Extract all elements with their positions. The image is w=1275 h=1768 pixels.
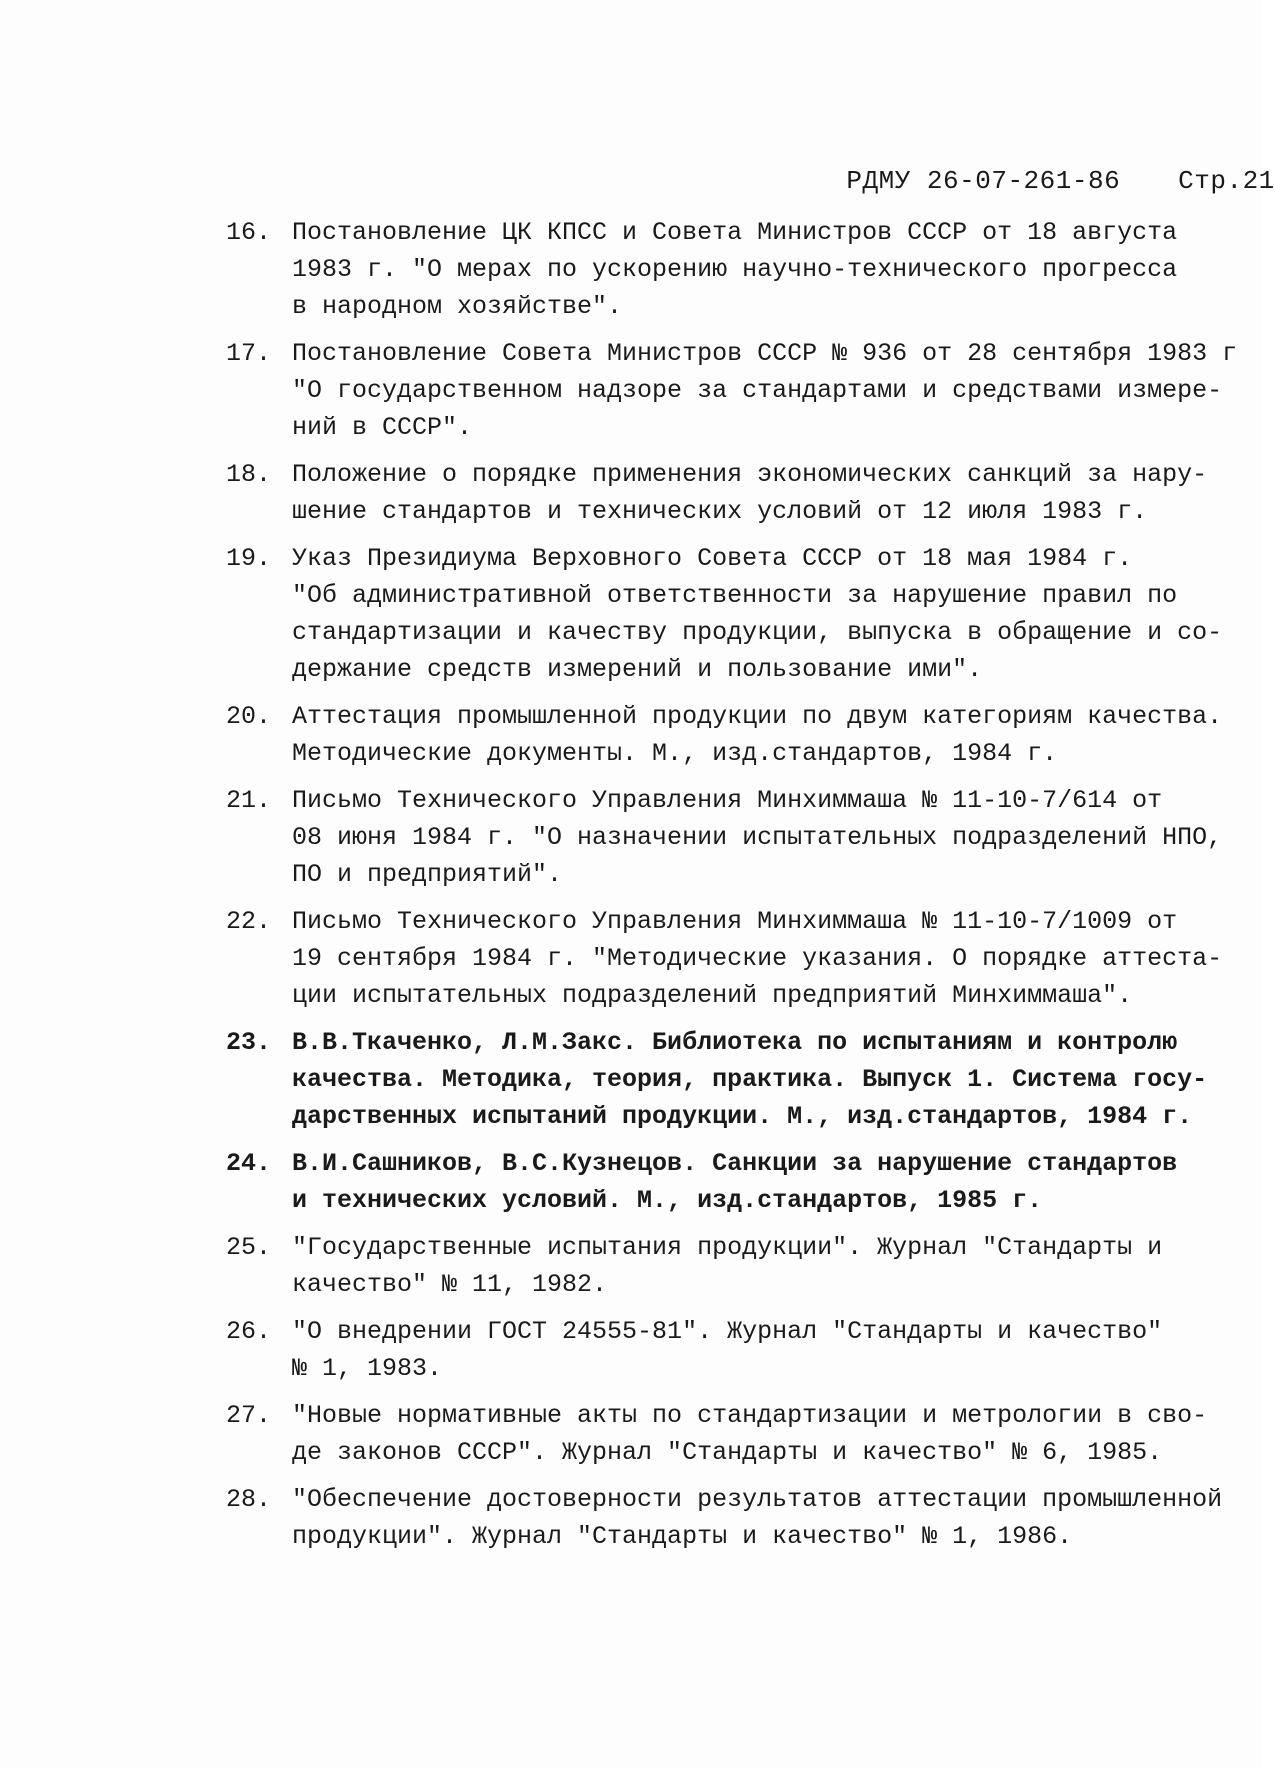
reference-line: стандартизации и качеству продукции, выпуска в обращение и со-	[292, 618, 1223, 647]
reference-number: 19.	[226, 544, 272, 573]
reference-line: Указ Президиума Верховного Совета СССР от 18 мая 1984 г.	[292, 544, 1133, 573]
reference-text	[292, 214, 1177, 325]
document-code: РДМУ 26-07-261-86	[846, 166, 1121, 196]
reference-line: продукции". Журнал "Стандарты и качество" № 1, 1986.	[292, 1522, 1073, 1551]
reference-item	[226, 1229, 1256, 1303]
reference-line: "Обеспечение достоверности результатов аттестации промышленной	[292, 1485, 1223, 1514]
reference-item	[226, 1145, 1256, 1219]
reference-line: ции испытательных подразделений предприятий Минхиммаша".	[292, 981, 1133, 1010]
reference-item	[226, 782, 1256, 893]
reference-line: Письмо Технического Управления Минхиммаша № 11-10-7/1009 от	[292, 907, 1178, 936]
reference-number: 24.	[226, 1149, 272, 1178]
page-number: Стр.21	[1178, 166, 1275, 196]
reference-line: "О государственном надзоре за стандартами и средствами измере-	[292, 376, 1223, 405]
reference-line: и технических условий. М., изд.стандартов, 1985 г.	[292, 1186, 1043, 1215]
reference-number: 21.	[226, 786, 272, 815]
reference-line: "Об административной ответственности за нарушение правил по	[292, 581, 1178, 610]
reference-number: 16.	[226, 218, 272, 247]
reference-line: В.И.Сашников, В.С.Кузнецов. Санкции за нарушение стандартов	[292, 1149, 1178, 1178]
reference-item	[226, 1313, 1256, 1387]
reference-item	[226, 1024, 1256, 1135]
reference-line: дарственных испытаний продукции. М., изд.стандартов, 1984 г.	[292, 1102, 1193, 1131]
reference-item	[226, 1397, 1256, 1471]
reference-number: 20.	[226, 702, 272, 731]
page-header	[782, 136, 1275, 226]
reference-text	[292, 782, 1222, 893]
reference-item	[226, 540, 1256, 688]
reference-line: качество" № 11, 1982.	[292, 1270, 608, 1299]
reference-line: ПО и предприятий".	[292, 860, 563, 889]
reference-line: держание средств измерений и пользование ими".	[292, 655, 983, 684]
reference-line: де законов СССР". Журнал "Стандарты и качество" № 6, 1985.	[292, 1438, 1163, 1467]
reference-item	[226, 903, 1256, 1014]
reference-text	[292, 1481, 1222, 1555]
reference-line: Постановление Совета Министров СССР № 936 от 28 сентября 1983 г	[292, 339, 1238, 368]
reference-line: 1983 г. "О мерах по ускорению научно-технического прогресса	[292, 255, 1178, 284]
reference-number: 27.	[226, 1401, 272, 1430]
reference-item	[226, 1481, 1256, 1555]
reference-item	[226, 698, 1256, 772]
reference-number: 25.	[226, 1233, 272, 1262]
reference-text	[292, 1145, 1177, 1219]
reference-item	[226, 214, 1256, 325]
reference-number: 28.	[226, 1485, 272, 1514]
reference-text	[292, 1024, 1207, 1135]
reference-number: 22.	[226, 907, 272, 936]
reference-line: "О внедрении ГОСТ 24555-81". Журнал "Стандарты и качество"	[292, 1317, 1163, 1346]
reference-item	[226, 335, 1256, 446]
reference-line: Положение о порядке применения экономических санкций за нару-	[292, 460, 1208, 489]
reference-list	[226, 214, 1256, 1565]
reference-text	[292, 1313, 1162, 1387]
reference-line: ний в СССР".	[292, 413, 473, 442]
reference-line: Постановление ЦК КПСС и Совета Министров СССР от 18 августа	[292, 218, 1178, 247]
reference-number: 17.	[226, 339, 272, 368]
reference-number: 18.	[226, 460, 272, 489]
reference-line: шение стандартов и технических условий от 12 июля 1983 г.	[292, 497, 1148, 526]
reference-text	[292, 1397, 1207, 1471]
reference-text	[292, 903, 1222, 1014]
reference-line: "Государственные испытания продукции". Журнал "Стандарты и	[292, 1233, 1163, 1262]
reference-line: 08 июня 1984 г. "О назначении испытательных подразделений НПО,	[292, 823, 1223, 852]
reference-line: Аттестация промышленной продукции по двум категориям качества.	[292, 702, 1223, 731]
reference-line: 19 сентября 1984 г. "Методические указания. О порядке аттеста-	[292, 944, 1223, 973]
reference-text	[292, 698, 1222, 772]
reference-number: 26.	[226, 1317, 272, 1346]
reference-line: В.В.Ткаченко, Л.М.Закс. Библиотека по испытаниям и контролю	[292, 1028, 1178, 1057]
reference-line: № 1, 1983.	[292, 1354, 443, 1383]
reference-line: в народном хозяйстве".	[292, 292, 623, 321]
reference-text	[292, 456, 1207, 530]
reference-text	[292, 540, 1222, 688]
reference-line: Методические документы. М., изд.стандартов, 1984 г.	[292, 739, 1058, 768]
reference-item	[226, 456, 1256, 530]
reference-text	[292, 335, 1237, 446]
reference-line: Письмо Технического Управления Минхиммаша № 11-10-7/614 от	[292, 786, 1163, 815]
reference-number: 23.	[226, 1028, 272, 1057]
reference-line: качества. Методика, теория, практика. Выпуск 1. Система госу-	[292, 1065, 1208, 1094]
reference-line: "Новые нормативные акты по стандартизации и метрологии в сво-	[292, 1401, 1208, 1430]
reference-text	[292, 1229, 1162, 1303]
